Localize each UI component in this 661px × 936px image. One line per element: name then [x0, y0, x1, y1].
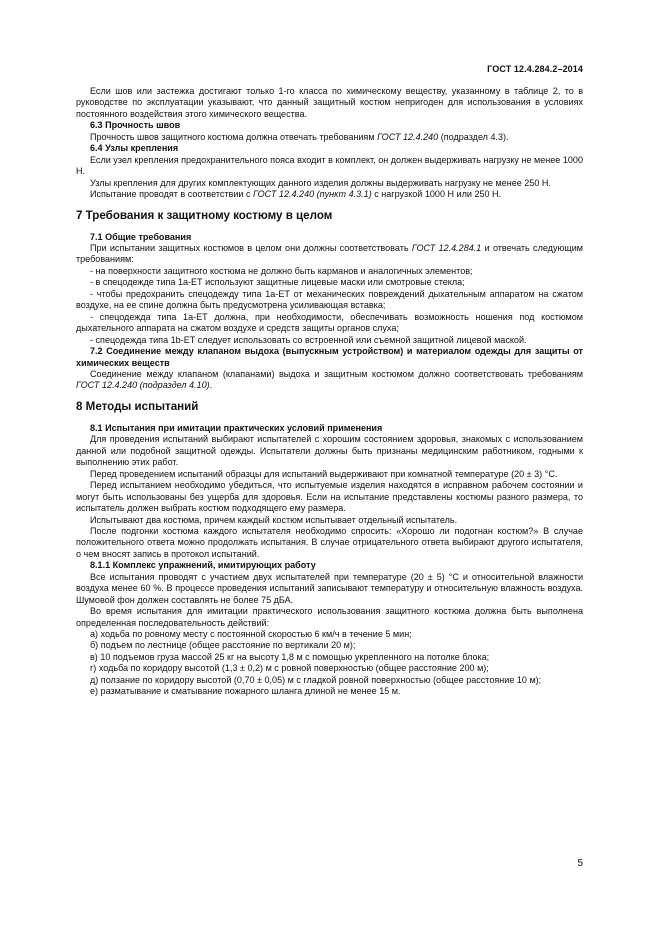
section-heading-8: 8 Методы испытаний	[76, 399, 199, 413]
paragraph: Все испытания проводят с участием двух испытателей при температуре (20 ± 5) °С и относительной влажности воздуха менее 60 %. В процессе проведения испытаний записывают температуру и относительную влажность воздуха. Шумовой фон должен составлять не более 75 дБА.	[76, 571, 583, 605]
subsection-heading-7-1: 7.1 Общие требования	[90, 231, 192, 242]
standard-reference: ГОСТ 12.4.284.1	[411, 242, 482, 253]
list-item: б) подъем по лестнице (общее расстояние по вертикали 20 м);	[90, 640, 356, 651]
paragraph: Для проведения испытаний выбирают испытателей с хорошим состоянием здоровья, знакомых с использованием данной или подобной защитной одежды. Испытатели должны быть признаны медицинским работником, годными к выполнению этих работ.	[76, 434, 583, 468]
paragraph: После подгонки костюма каждого испытателя необходимо спросить: «Хорошо ли подогнан костюм?» В случае положительного ответа можно продолжать испытания. В случае отрицательного ответа выбирают другого испытателя, о чем вносят запись в протокол испытаний.	[76, 525, 583, 559]
list-item: - в спецодежде типа 1а-ЕТ используют защитные лицевые маски или смотровые стекла;	[90, 277, 465, 288]
list-item: в) 10 подъемов груза массой 25 кг на высоту 1,8 м с помощью укрепленного на потолке блока;	[90, 651, 490, 662]
paragraph: Перед испытанием необходимо убедиться, что испытуемые изделия находятся в исправном рабочем состоянии и могут быть использованы без ущерба для здоровья. Если на испытание представлены костюмы разного размера, то испытатель должен выбрать костюм подходящего ему размера.	[76, 480, 583, 514]
paragraph: Если узел крепления предохранительного пояса входит в комплект, он должен выдерживать нагрузку не менее 1000 Н.	[76, 154, 583, 177]
paragraph: Узлы крепления для других комплектующих данного изделия должны выдерживать нагрузку не менее 250 Н.	[90, 177, 551, 188]
list-item: г) ходьба по коридору высотой (1,3 ± 0,2) м с ровной поверхностью (общее расстояние 200 м);	[90, 663, 489, 674]
paragraph: Прочность швов защитного костюма должна отвечать требованиям ГОСТ 12.4.240 (подраздел 4.3).	[90, 131, 509, 142]
paragraph: При испытании защитных костюмов в целом они должны соответствовать ГОСТ 12.4.284.1 и отвечать следующим требованиям:	[76, 242, 583, 265]
list-item: д) ползание по коридору высотой (0,70 ± 0,05) м с гладкой ровной поверхностью (общее расстояние 10 м);	[90, 674, 542, 685]
list-item: а) ходьба по ровному месту с постоянной скоростью 6 км/ч в течение 5 мин;	[90, 629, 412, 640]
standard-reference: ГОСТ 12.4.240	[377, 131, 439, 142]
subsection-heading-8-1: 8.1 Испытания при имитации практических условий применения	[90, 422, 383, 433]
list-item: - спецодежда типа 1b-ЕТ следует использовать со встроенной или съемной защитной лицевой маской.	[90, 334, 527, 345]
paragraph: Испытание проводят в соответствии с ГОСТ 12.4.240 (пункт 4.3.1) с нагрузкой 1000 Н или 250 Н.	[90, 189, 502, 200]
list-item: - на поверхности защитного костюма не должно быть карманов и аналогичных элементов;	[90, 265, 473, 276]
paragraph: Испытывают два костюма, причем каждый костюм испытывает отдельный испытатель.	[90, 514, 458, 525]
paragraph: Во время испытания для имитации практического использования защитного костюма должна быть выполнена определенная последовательность действий:	[76, 606, 583, 628]
subsection-heading-7-2: 7.2 Соединение между клапаном выдоха (выпускным устройством) и материалом одежды для защиты от химических веществ	[76, 346, 583, 368]
list-item: е) разматывание и сматывание пожарного шланга длиной не менее 15 м.	[90, 686, 401, 697]
paragraph: Если шов или застежка достигают только 1-го класса по химическому веществу, указанному в таблице 2, то в руководстве по эксплуатации указывают, что данный защитный костюм непригоден для использования в условиях постоянного воздействия этого химического вещества.	[76, 86, 583, 119]
document-header-id: ГОСТ 12.4.284.2–2014	[487, 64, 583, 74]
list-item: - чтобы предохранить спецодежду типа 1а-ЕТ от механических повреждений дыхательным аппаратом на сжатом воздухе, на ее спине должна быть предусмотрена усиливающая вставка;	[76, 288, 583, 311]
section-heading-7: 7 Требования к защитному костюму в целом	[76, 208, 333, 222]
subsection-heading-6-3: 6.3 Прочность швов	[90, 120, 181, 131]
page-number: 5	[577, 858, 583, 869]
subsection-heading-8-1-1: 8.1.1 Комплекс упражнений, имитирующих работу	[90, 560, 316, 571]
page-body	[76, 86, 583, 698]
standard-reference: ГОСТ 12.4.240 (пункт 4.3.1)	[253, 189, 372, 200]
paragraph: Соединение между клапаном (клапанами) выдоха и защитным костюмом должно соответствовать требованиям ГОСТ 12.4.240 (подраздел 4.10).	[76, 368, 583, 391]
list-item: - спецодежда типа 1а-ЕТ должна, при необходимости, обеспечивать возможность ношения под костюмом дыхательного аппарата на сжатом воздухе и средств защиты органов слуха;	[76, 311, 583, 334]
paragraph: Перед проведением испытаний образцы для испытаний выдерживают при комнатной температуре (20 ± 3) °С.	[90, 468, 558, 479]
standard-reference: ГОСТ 12.4.240 (подраздел 4.10)	[76, 380, 210, 391]
subsection-heading-6-4: 6.4 Узлы крепления	[90, 143, 179, 154]
